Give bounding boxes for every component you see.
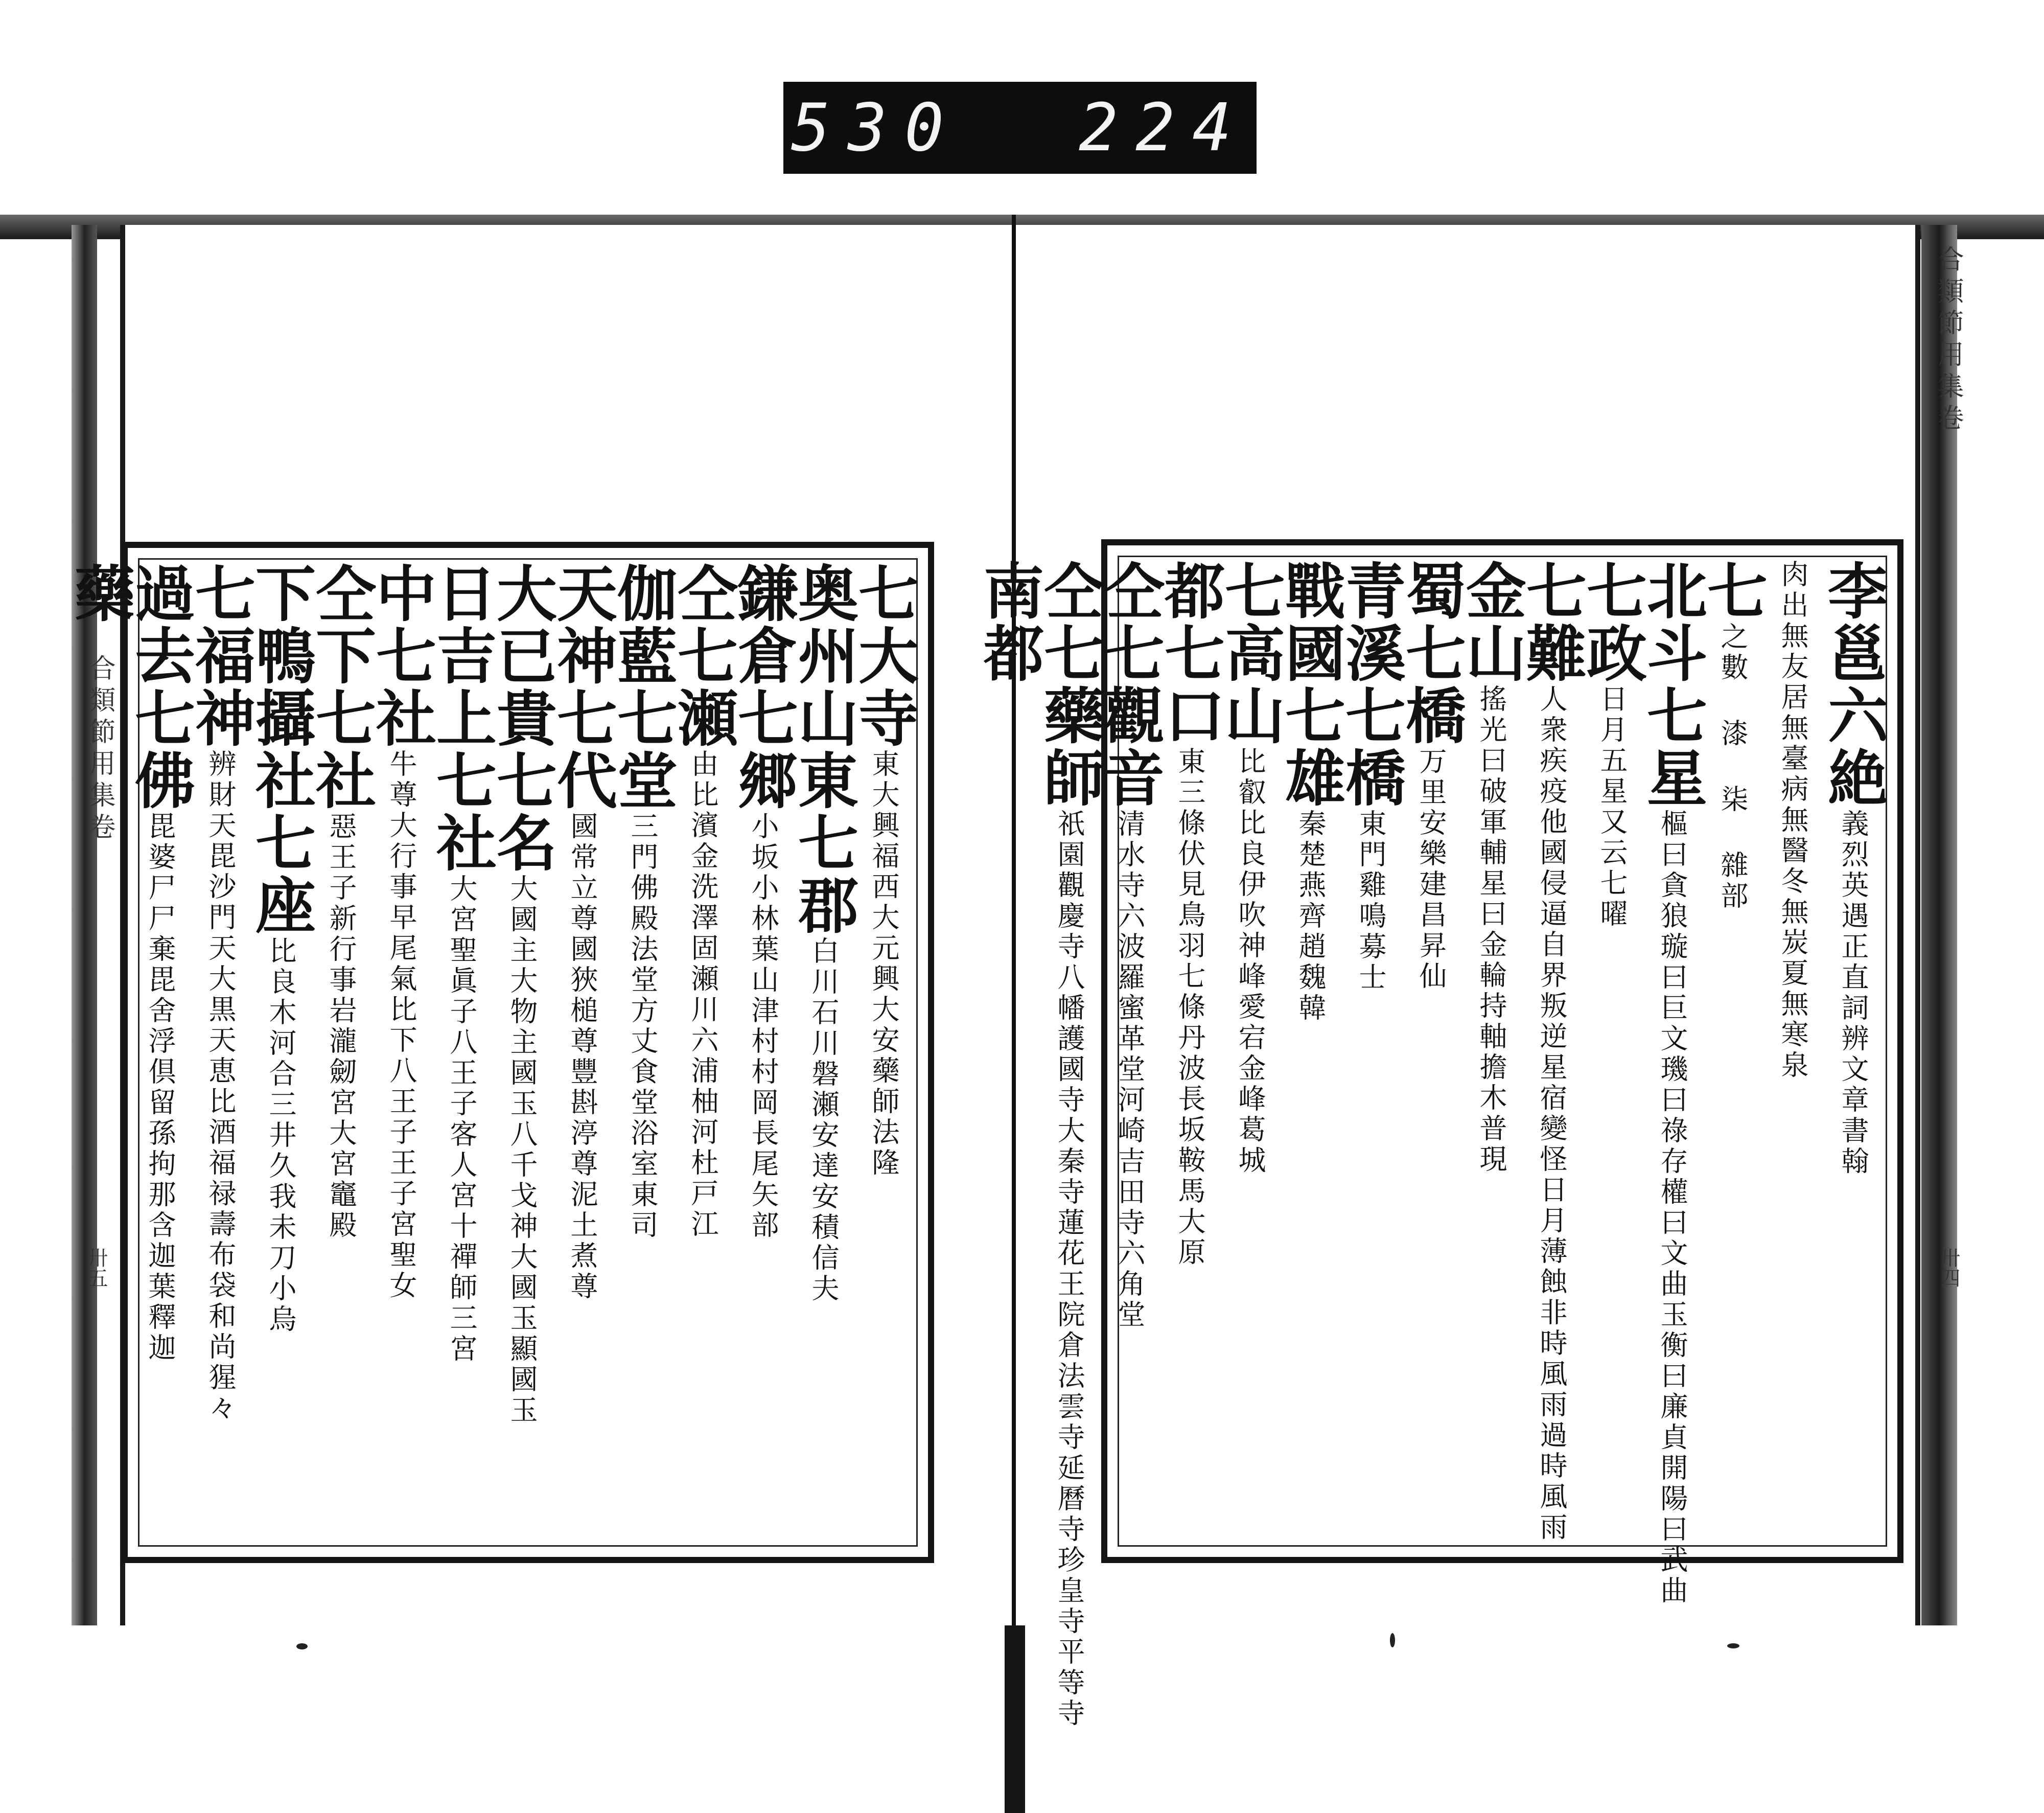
entry-column: 七政日月五星又云七曜 [1576, 560, 1647, 930]
entry-column: 仝七觀音清水寺六波羅蜜革堂河崎吉田寺六角堂 [1094, 560, 1165, 1330]
entry-column: 伽藍七堂三門佛殿法堂方丈食堂浴室東司 [607, 562, 678, 1241]
entry-column: 過去七佛毘婆尸尸棄毘舍浮倶留孫拘那含迦葉釋迦 [125, 562, 196, 1364]
right-text-frame [973, 539, 1903, 1729]
entry-column: 蜀七橋万里安樂建昌昇仙 [1396, 560, 1467, 992]
entry-column: 七高山比叡比良伊吹神峰愛宕金峰葛城 [1215, 560, 1286, 1176]
ink-speck [1727, 1643, 1739, 1648]
entry-column: 七福神辨財天毘沙門天大黒天恵比酒福禄壽布袋和尚猩々 [185, 562, 256, 1424]
entry-column: 北斗七星樞曰貪狼璇曰巨文璣曰祿存權曰文曲玉衡曰廉貞開陽曰武曲 [1637, 560, 1708, 1607]
left-folio: 卅五 [84, 1247, 108, 1288]
entry-column: 藥 [64, 562, 135, 625]
entry-column: 都七口東三條伏見鳥羽七條丹波長坂鞍馬大原 [1154, 560, 1225, 1268]
entry-column: 青溪七橋東門雞鳴募士 [1335, 560, 1406, 993]
entry-column: 七大寺東大興福西大元興大安藥師法隆 [848, 562, 919, 1179]
entry-column: 中七社牛尊大行事早尾氣比下八王子王子宮聖女 [366, 562, 437, 1301]
entry-column: 仝七瀬由比濱金洗澤固瀬川六浦柚河杜戸江 [667, 562, 738, 1240]
entry-column: 奥州山東七郡白川石川磐瀬安達安積信夫 [788, 562, 859, 1304]
entry-column: 肉出無友居無臺病無醫冬無炭夏無寒泉 [1777, 560, 1809, 1081]
entry-column: 仝下七社惡王子新行事岩瀧劒宮大宮竈殿 [306, 562, 377, 1241]
entry-column: 戰國七雄秦楚燕齊趙魏韓 [1275, 560, 1346, 1024]
ink-speck [296, 1643, 308, 1649]
archive-label [783, 82, 1257, 174]
entry-column: 七難人衆疾疫他國侵逼自界叛逆星宿變怪日月薄蝕非時風雨過時風雨 [1516, 560, 1587, 1543]
right-margin-title: 合類節用集卷 [1933, 245, 1963, 435]
label-number-left: 530 [791, 89, 961, 166]
entry-column: 金山搖光曰破軍輔星曰金輪持軸擔木普現 [1456, 560, 1527, 1175]
right-folio: 卅四 [1937, 1247, 1960, 1288]
spine-bottom [1005, 1625, 1025, 1813]
entry-column: 大已貴七名大國主大物主國玉八千戈神大國玉顯國玉 [486, 562, 558, 1426]
right-columns [973, 560, 1889, 1729]
label-number-right: 224 [1079, 89, 1249, 166]
ink-speck [1390, 1633, 1395, 1647]
entry-column: 下鴨攝社七座比良木河合三井久我未刀小烏 [245, 562, 316, 1335]
entry-column: 天神七代國常立尊國狹槌尊豐斟渟尊泥土煮尊 [547, 562, 618, 1302]
entry-column: 鎌倉七郷小坂小林葉山津村村岡長尾矢部 [728, 562, 799, 1241]
entry-column: 李邕六絶義烈英遇正直詞辨文章書翰 [1818, 560, 1889, 1177]
left-margin-title: 合類節用集卷 [84, 654, 115, 844]
entry-column: 七之數 漆 柒 雜部 [1697, 560, 1768, 912]
entry-column: 日吉上七社大宮聖眞子八王子客人宮十禪師三宮 [426, 562, 497, 1365]
entry-column: 南都 [973, 560, 1044, 684]
entry-column: 仝七藥師祇園觀慶寺八幡護國寺大秦寺蓮花王院倉法雲寺延曆寺珍皇寺平等寺 [1034, 560, 1105, 1729]
